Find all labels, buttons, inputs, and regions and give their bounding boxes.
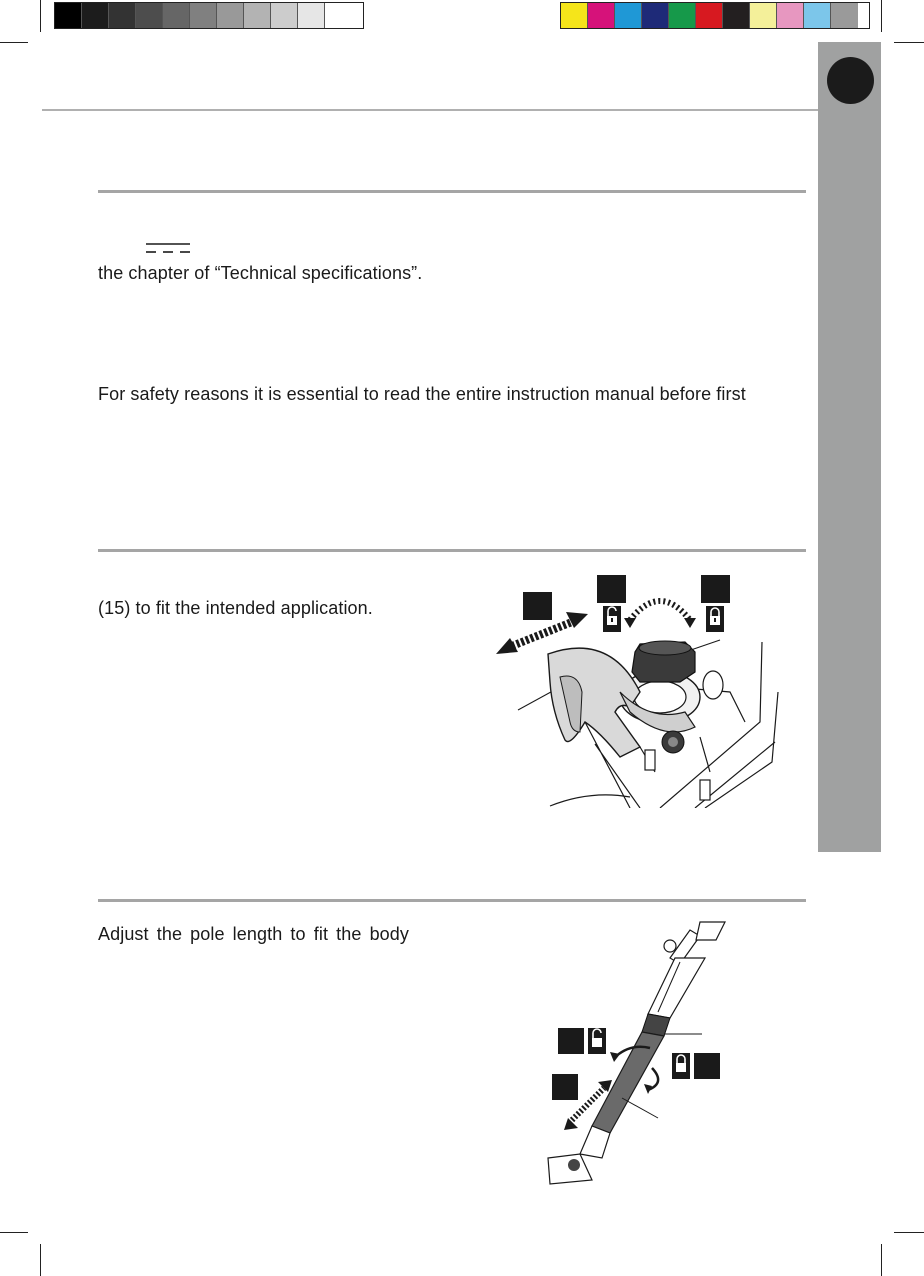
language-side-tab: [818, 42, 881, 852]
colors-swatch-4: [669, 3, 696, 28]
header-rule: [42, 109, 818, 111]
pole-length-line: Adjust the pole length to fit the body: [98, 924, 409, 944]
grays-swatch-7: [244, 3, 271, 28]
colors-swatch-2: [615, 3, 642, 28]
grays-swatch-2: [109, 3, 136, 28]
grays-swatch-1: [82, 3, 109, 28]
crop-mark-top-left-h: [0, 42, 28, 43]
pole-length-illustration: [540, 918, 740, 1186]
crop-mark-bottom-left-v: [40, 1244, 41, 1276]
grays-swatch-9: [298, 3, 325, 28]
colors-swatch-1: [588, 3, 615, 28]
grays-swatch-3: [136, 3, 163, 28]
crop-mark-top-right-v: [881, 0, 882, 32]
grays-swatch-5: [190, 3, 217, 28]
guard-adjustment-illustration: [490, 572, 790, 808]
crop-mark-bottom-right-h: [894, 1232, 924, 1233]
section-rule-1: [98, 190, 806, 193]
grays-swatch-8: [271, 3, 298, 28]
guard-adjust-line: (15) to fit the intended application.: [98, 598, 373, 618]
colors-swatch-3: [642, 3, 669, 28]
grays-swatch-10: [325, 3, 352, 28]
colors-swatch-6: [723, 3, 750, 28]
step-box-c: [701, 575, 730, 603]
section-rule-2: [98, 549, 806, 552]
lock-icon-right: [706, 606, 724, 632]
unlock-icon-pole: [588, 1028, 606, 1054]
colors-swatch-5: [696, 3, 723, 28]
language-marker-dot: [827, 57, 874, 104]
dc-voltage-symbol: [145, 241, 191, 255]
process-color-bar: [560, 2, 870, 29]
step-box-a: [523, 592, 552, 620]
colors-swatch-7: [750, 3, 777, 28]
colors-swatch-0: [561, 3, 588, 28]
safety-notice-line: For safety reasons it is essential to read the entire instruction manual before first: [98, 384, 746, 404]
grays-swatch-6: [217, 3, 244, 28]
crop-mark-top-left-v: [40, 0, 41, 32]
colors-swatch-9: [804, 3, 831, 28]
section-rule-3: [98, 899, 806, 902]
grayscale-color-bar: [54, 2, 364, 29]
grays-swatch-4: [163, 3, 190, 28]
step-box-b: [597, 575, 626, 603]
lock-icon-pole: [672, 1053, 690, 1079]
unlock-icon-left: [603, 606, 621, 632]
technical-specifications-line: the chapter of “Technical specifications”.: [98, 263, 423, 283]
colors-swatch-8: [777, 3, 804, 28]
colors-swatch-10: [831, 3, 858, 28]
grays-swatch-0: [55, 3, 82, 28]
crop-mark-top-right-h: [894, 42, 924, 43]
crop-mark-bottom-left-h: [0, 1232, 28, 1233]
crop-mark-bottom-right-v: [881, 1244, 882, 1276]
